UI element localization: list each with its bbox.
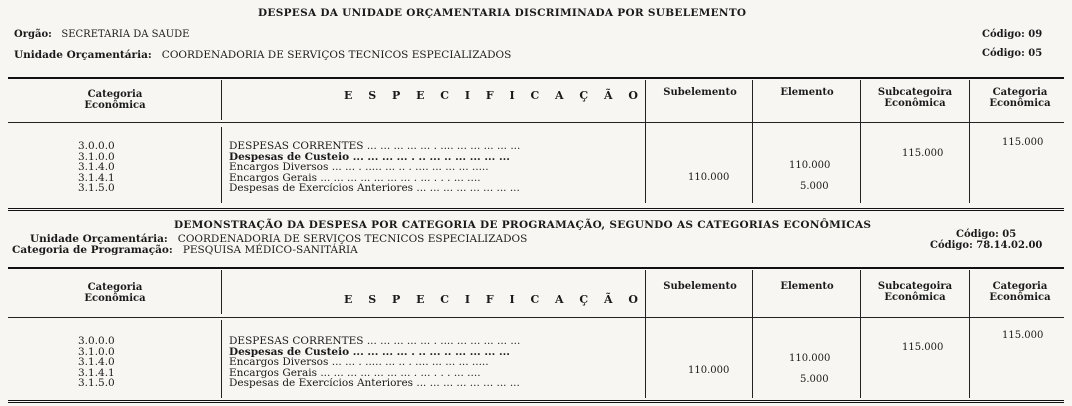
table2-top-rule <box>8 267 1064 269</box>
table-row-desc: Encargos Gerais ... ... ... ... ... ... ... . ... . . . ... .... <box>229 367 481 378</box>
unidade-line <box>14 49 511 61</box>
table-row-code: 3.1.4.1 <box>78 366 115 379</box>
col-elemento: Elemento <box>780 281 834 292</box>
table-row-desc: Despesas de Exercícios Anteriores ... ... ... ... ... ... ... ... <box>229 183 520 194</box>
col-categoria-econ: Categoria Econômica <box>989 281 1051 303</box>
elemento-value: 110.000 <box>789 353 831 364</box>
table2-divider <box>221 320 222 398</box>
table1-divider <box>969 80 970 203</box>
table-row-code: 3.1.4.0 <box>78 356 115 368</box>
table-row-code: 3.0.0.0 <box>78 140 115 152</box>
section2-codigo-2: Código: 78.14.02.00 <box>930 240 1043 251</box>
unidade-codigo: Código: 05 <box>982 48 1043 59</box>
orgao-label: Orgão: <box>14 29 52 40</box>
table1-divider <box>752 80 753 203</box>
table-row-desc: Despesas de Custeio ... ... ... ... . .. ... .. ... ... ... ... <box>229 346 510 357</box>
table1-top-rule <box>8 77 1064 79</box>
section2-categoria-value: PESQUISA MÉDICO-SANITÁRIA <box>182 244 358 256</box>
table-row-code: 3.1.4.1 <box>78 171 115 184</box>
section2-categoria-line <box>12 244 358 256</box>
orgao-value: SECRETARIA DA SAUDE <box>61 29 190 40</box>
section2-unidade-value: COORDENADORIA DE SERVIÇOS TECNICOS ESPECIALIZADOS <box>177 233 528 245</box>
table-row-code: 3.1.5.0 <box>78 182 115 194</box>
subcategoria-value: 115.000 <box>902 148 944 159</box>
elemento-value: 5.000 <box>800 374 829 385</box>
document-title: DESPESA DA UNIDADE ORÇAMENTARIA DISCRIMINADA POR SUBELEMENTO <box>258 7 747 19</box>
elemento-value: 5.000 <box>800 181 829 192</box>
table-row-desc: DESPESAS CORRENTES ... ... ... ... ... . .... ... ... ... ... ... <box>229 336 521 347</box>
table1-descriptions <box>229 141 647 194</box>
table2-divider <box>752 270 753 398</box>
section2-categoria-label: Categoria de Programação: <box>12 244 173 256</box>
table-row-code: 3.1.0.0 <box>78 345 115 358</box>
col-categoria: Categoria Econômica <box>84 89 146 111</box>
col-subcategoria: Subcategoira Econômica <box>877 87 953 109</box>
table2-header-rule <box>8 317 1064 318</box>
table2-divider <box>969 270 970 398</box>
col-subelemento: Subelemento <box>663 87 737 98</box>
table-row-desc: DESPESAS CORRENTES ... ... ... ... ... . .... ... ... ... ... ... <box>229 141 521 152</box>
table2-divider <box>221 270 222 314</box>
unidade-label: Unidade Orçamentária: <box>14 49 152 61</box>
table-row-desc: Encargos Diversos ... ... . ..... ... .. . .... ... ... ... ..... <box>229 357 489 368</box>
table-row-desc: Encargos Diversos ... ... . ..... ... .. . .... ... ... ... ..... <box>229 162 489 173</box>
subelemento-value: 110.000 <box>688 172 730 183</box>
col-categoria-econ: Categoria Econômica <box>989 87 1051 109</box>
table-row-desc: Despesas de Custeio ... ... ... ... . .. ... .. ... ... ... ... <box>229 151 510 162</box>
table-row-code: 3.0.0.0 <box>78 335 115 347</box>
section2-unidade-label: Unidade Orçamentária: <box>30 233 168 245</box>
table-row-code: 3.1.4.0 <box>78 161 115 173</box>
table1-divider <box>860 80 861 203</box>
table2-descriptions <box>229 336 647 389</box>
table1-header-rule <box>8 122 1064 123</box>
table-row-code: 3.1.5.0 <box>78 377 115 389</box>
categoria-value: 115.000 <box>1002 137 1044 148</box>
elemento-value: 110.000 <box>789 160 831 171</box>
subcategoria-value: 115.000 <box>902 342 944 353</box>
table-row-code: 3.1.0.0 <box>78 150 115 163</box>
col-especificacao: E S P E C I F I C A Ç Ã O <box>344 89 644 102</box>
table1-divider <box>221 127 222 203</box>
table2-codes <box>78 336 115 389</box>
table1-codes <box>78 141 115 194</box>
subelemento-value: 110.000 <box>688 365 730 376</box>
categoria-value: 115.000 <box>1002 330 1044 341</box>
orgao-line <box>14 29 189 40</box>
col-categoria: Categoria Econômica <box>84 282 146 304</box>
table2-divider <box>860 270 861 398</box>
table-row-desc: Encargos Gerais ... ... ... ... ... ... ... . ... . . . ... .... <box>229 172 481 183</box>
section2-codigo-1: Código: 05 <box>956 229 1017 240</box>
table2-bottom-rule <box>8 400 1064 403</box>
col-subelemento: Subelemento <box>663 281 737 292</box>
section2-title: DEMONSTRAÇÃO DA DESPESA POR CATEGORIA DE PROGRAMAÇÃO, SEGUNDO AS CATEGORIAS ECONÔMICAS <box>174 219 872 231</box>
table-row-desc: Despesas de Exercícios Anteriores ... ... ... ... ... ... ... ... <box>229 378 520 389</box>
orgao-codigo: Código: 09 <box>982 29 1043 40</box>
table1-divider <box>221 80 222 120</box>
col-especificacao: E S P E C I F I C A Ç Ã O <box>344 293 644 306</box>
table1-bottom-rule <box>8 208 1064 211</box>
col-elemento: Elemento <box>780 87 834 98</box>
unidade-value: COORDENADORIA DE SERVIÇOS TECNICOS ESPECIALIZADOS <box>161 49 512 61</box>
col-subcategoria: Subcategoira Econômica <box>877 281 953 303</box>
